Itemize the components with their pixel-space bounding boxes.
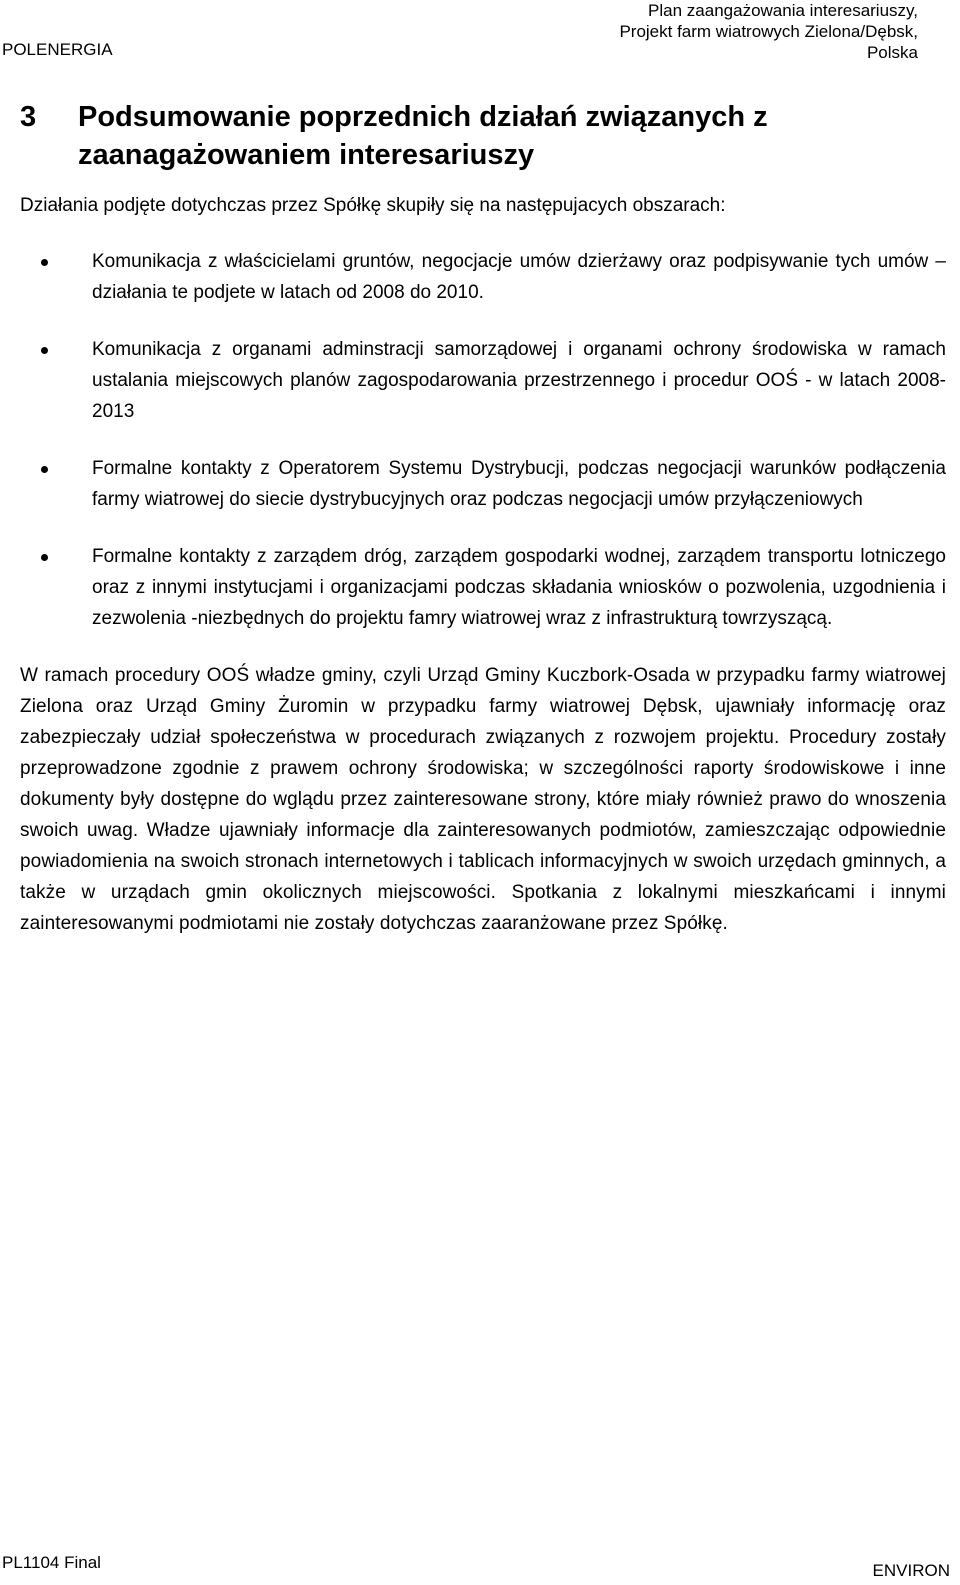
bullet-icon bbox=[41, 259, 48, 266]
bullet-icon bbox=[41, 466, 48, 473]
section-intro: Działania podjęte dotychczas przez Spółkę skupiły się na następujacych obszarach: bbox=[20, 195, 726, 216]
bullet-icon bbox=[41, 347, 48, 354]
footer-document-id: PL1104 Final bbox=[2, 1553, 101, 1572]
bullet-icon bbox=[41, 554, 48, 561]
section-heading bbox=[20, 98, 920, 174]
list-item-text: Komunikacja z właścicielami gruntów, negocjacje umów dzierżawy oraz podpisywanie tych umów – działania te podjete w latach od 2008 do 2010. bbox=[92, 251, 946, 303]
header-title-line-2: Projekt farm wiatrowych Zielona/Dębsk, bbox=[619, 22, 918, 41]
header-title-line-3: Polska bbox=[866, 43, 918, 62]
list-item bbox=[20, 453, 946, 515]
body-paragraph: W ramach procedury OOŚ władze gminy, czyli Urząd Gminy Kuczbork-Osada w przypadku farmy wiatrowej Zielona oraz Urząd Gminy Żuromin w przypadku farmy wiatrowej Dębsk, ujawniały informację oraz zabezpieczały udział społeczeństwa w procedurach związanych z rozwojem projektu. Procedury zostały przeprowadzone zgodnie z prawem ochrony środowiska; w szczególności raporty środowiskowe i inne dokumenty były dostępne do wglądu przez zainteresowane strony, które miały również prawo do wnoszenia swoich uwag. Władze ujawniały informacje dla zainteresowanych podmiotów, zamieszczając odpowiednie powiadomienia na swoich stronach internetowych i tablicach informacyjnych w swoich urzędach gminnych, a także w urządach gmin okolicznych miejscowości. Spotkania z lokalnymi mieszkańcami i innymi zainteresowanymi podmiotami nie zostały dotychczas zaaranżowane przez Spółkę. bbox=[20, 665, 946, 934]
list-item bbox=[20, 541, 946, 634]
list-item bbox=[20, 246, 946, 308]
header-company: POLENERGIA bbox=[2, 40, 113, 59]
section-title: Podsumowanie poprzednich działań związanych z zaanagażowaniem interesariuszy bbox=[78, 101, 768, 171]
activity-list bbox=[20, 246, 946, 634]
header-document-title bbox=[619, 0, 918, 63]
section-number: 3 bbox=[20, 101, 37, 133]
list-item-text: Formalne kontakty z Operatorem Systemu Dystrybucji, podczas negocjacji warunków podłączenia farmy wiatrowej do siecie dystrybucyjnych oraz podczas negocjacji umów przyłączeniowych bbox=[92, 458, 946, 510]
list-item-text: Formalne kontakty z zarządem dróg, zarządem gospodarki wodnej, zarządem transportu lotniczego oraz z innymi instytucjami i organizacjami podczas składania wniosków o pozwolenia, uzgodnienia i zezwolenia -niezbędnych do projektu famry wiatrowej wraz z infrastrukturą towrzyszącą. bbox=[92, 546, 946, 629]
list-item-text: Komunikacja z organami adminstracji samorządowej i organami ochrony środowiska w ramach ustalania miejscowych planów zagospodarowania przestrzennego i procedur OOŚ - w latach 2008-2013 bbox=[92, 339, 946, 422]
section-content bbox=[20, 246, 946, 939]
header-title-line-1: Plan zaangażowania interesariuszy, bbox=[648, 1, 918, 20]
footer-company: ENVIRON bbox=[872, 1561, 950, 1580]
list-item bbox=[20, 334, 946, 427]
